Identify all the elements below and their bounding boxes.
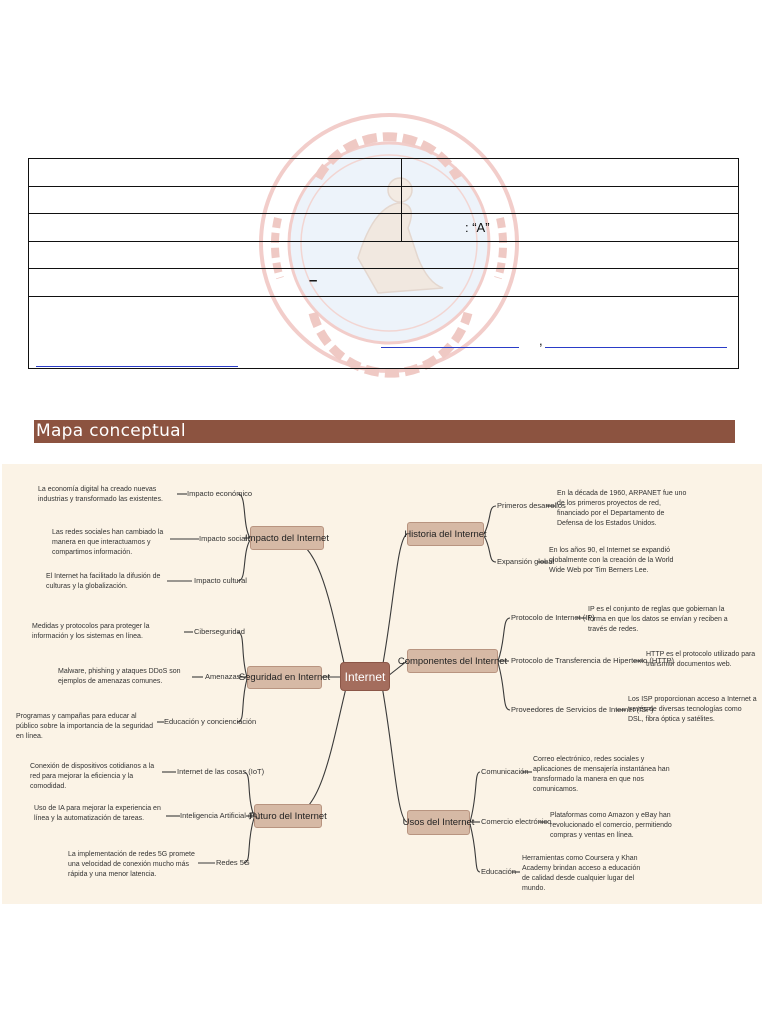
subtopic-label: Expansión global [497,557,555,566]
branch-node-impacto: Impacto del Internet [250,526,324,550]
table-row [29,187,738,214]
subtopic-description: Los ISP proporcionan acceso a Internet a través de diversas tecnologías como DSL, fibra óptica y satélites. [628,696,757,723]
subtopic-label: Inteligencia Artificial (IA) [180,811,261,820]
table-row [29,242,738,269]
subtopic-label: Protocolo de Internet (IP) [511,613,595,622]
subtopic-label: Proveedores de Servicios de Internet (ISP) [511,705,654,714]
subtopic-description: La economía digital ha creado nuevas industrias y transformado las existentes. [38,486,163,503]
subtopic-description: Correo electrónico, redes sociales y aplicaciones de mensajería instantánea han transformado la manera en que nos comunicamos. [533,756,670,793]
link-underline[interactable] [545,347,727,348]
subtopic-label: Comunicación [481,767,529,776]
table-separator: , [539,333,543,348]
subtopic-description: Medidas y protocolos para proteger la información y los sistemas en línea. [32,623,150,640]
subtopic-description: Herramientas como Coursera y Khan Academy brindan acceso a educación de calidad desde cualquier lugar del mundo. [522,855,641,892]
subtopic-label: Impacto económico [187,489,253,498]
table-cell-text: : “A” [465,220,490,235]
subtopic-description: IP es el conjunto de reglas que gobiernan la forma en que los datos se envían y reciben a través de redes. [588,606,728,633]
subtopic-label: Ciberseguridad [194,627,245,636]
subtopic-label: Educación [481,867,517,876]
link-underline[interactable] [36,366,238,367]
subtopic-description: Programas y campañas para educar al público sobre la importancia de la seguridad en línea. [16,713,153,740]
table-row [29,269,738,297]
branch-node-historia: Historia del Internet [407,522,484,546]
subtopic-description: Conexión de dispositivos cotidianos a la red para mejorar la eficiencia y la comodidad. [30,763,155,790]
subtopic-description: La implementación de redes 5G promete una velocidad de conexión mucho más rápida y una menor latencia. [68,851,195,878]
table-dash: – [309,272,318,289]
subtopic-description: Malware, phishing y ataques DDoS son ejemplos de amenazas comunes. [58,668,181,685]
branch-node-componentes: Componentes del Internet [407,649,498,673]
subtopic-label: Protocolo de Transferencia de Hipertexto (HTTP) [511,656,674,665]
branch-node-seguridad: Seguridad en Internet [247,666,322,689]
header-info-table [28,158,739,369]
section-title-bar [34,420,735,443]
subtopic-label: Primeros desarrollos [497,501,566,510]
subtopic-label: Educación y concienciación [164,717,257,726]
table-column-divider [401,159,402,241]
table-row [29,159,738,187]
subtopic-description: Plataformas como Amazon y eBay han revolucionado el comercio, permitiendo compras y ventas en línea. [550,812,672,839]
subtopic-description: Las redes sociales han cambiado la manera en que interactuamos y compartimos información. [52,529,164,556]
subtopic-description: El Internet ha facilitado la difusión de culturas y la globalización. [46,573,161,590]
subtopic-label: Comercio electrónico [481,817,552,826]
subtopic-label: Internet de las cosas (IoT) [177,767,265,776]
center-node-internet: Internet [340,662,390,691]
subtopic-description: En la década de 1960, ARPANET fue uno de los primeros proyectos de red, financiado por el Departamento de Defensa de los Estados Unidos. [557,490,687,527]
subtopic-description: HTTP es el protocolo utilizado para transmitir documentos web. [646,651,756,668]
link-underline[interactable] [381,347,519,348]
table-row [29,214,738,242]
branch-node-usos: Usos del Internet [407,810,470,835]
subtopic-description: Uso de IA para mejorar la experiencia en línea y la automatización de tareas. [34,805,161,822]
subtopic-label: Amenazas [205,672,241,681]
concept-map [2,464,762,904]
subtopic-label: Impacto social [199,534,247,543]
subtopic-description: En los años 90, el Internet se expandió globalmente con la creación de la World Wide Web por Tim Berners Lee. [549,547,674,574]
branch-node-futuro: Futuro del Internet [254,804,322,828]
subtopic-label: Impacto cultural [194,576,247,585]
subtopic-label: Redes 5G [216,858,250,867]
section-title: Mapa conceptual [36,421,186,441]
